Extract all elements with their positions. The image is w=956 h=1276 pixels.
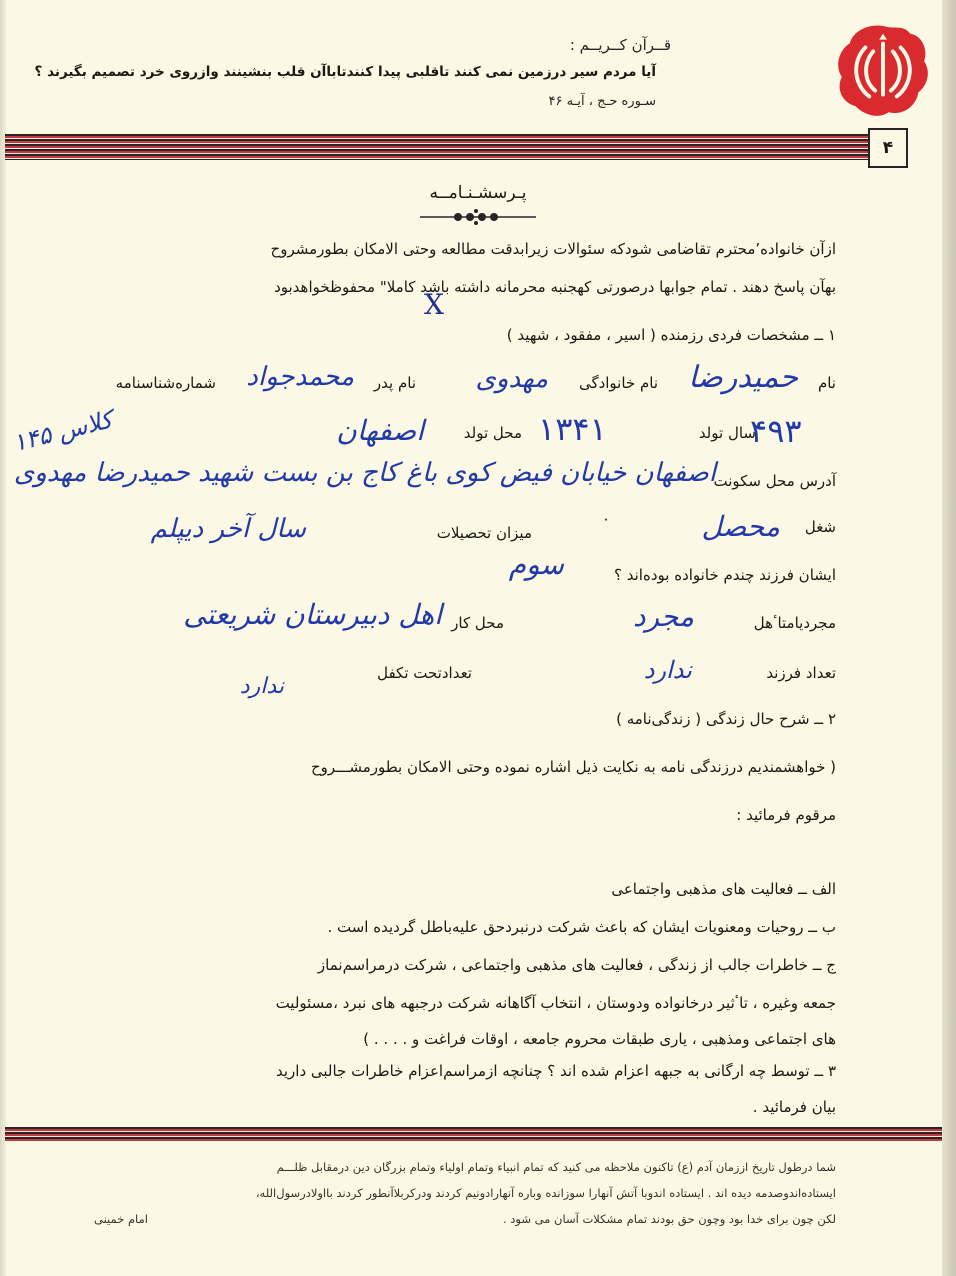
section3-line-1: ۳ ــ توسط چه ارگانی به جبهه اعزام شده اند ؟ چنانچه ازمراسم‌اعزام خاطرات جالبی‌ داريد	[275, 1062, 836, 1080]
workplace-value: اهل دبیرستان شریعتی	[183, 598, 442, 631]
header-rule	[5, 134, 870, 160]
dependents-label: تعدادتحت تکفل	[377, 664, 472, 682]
address-extra-note: کلاس ۱۴۵	[10, 405, 116, 458]
birth-year-label: سال تولد	[698, 424, 756, 442]
page-number: ۴	[868, 128, 908, 168]
page-title: پـرسشـنـامــه	[429, 183, 527, 203]
family-name-value: مهدوی	[475, 364, 548, 394]
birth-place-label: محل تولد	[463, 424, 522, 442]
footer-rule	[5, 1127, 942, 1141]
father-name-label: نام پدر	[373, 374, 416, 392]
child-order-value: سوم	[508, 548, 564, 581]
birth-year-value: ۱۳۴۱	[538, 410, 607, 448]
education-dot: ٠	[602, 510, 611, 528]
footer-quote-line-1: شما درطول تاریخ اززمان آدم (ع) تاکنون ملاحظه می کنید که تمام انبیاء وتمام اولیاء وتمام بزرگان دین درمقابل ظلـــم	[276, 1160, 836, 1174]
education-label: میزان تحصیلات	[436, 524, 532, 542]
footer-quote-line-2: ایستاده‌اندوصدمه دیده اند . ایستاده اندوبا آتش آنهارا سوزانده وباره آنهارادونیم کردند ودرکربلاآنطور کردند بااولادرسول‌الله،	[255, 1186, 836, 1200]
section2-item-c-line-1: ج ــ خاطرات جالب از زندگی ، فعالیت های مذهبی واجتماعی ، شرکت درمراسم‌نماز	[317, 956, 836, 974]
id-number-label: شماره‌شناسنامه	[115, 374, 216, 392]
section2-item-c-line-2: جمعه وغیره ، تاٴثیر درخانواده ودوستان ، انتخاب آگاهانه شرکت درجبهه های نبرد ،مسئولیت	[275, 994, 836, 1012]
marital-status-value: مجرد	[633, 600, 694, 633]
first-name-label: نام	[817, 374, 836, 392]
job-label: شغل	[804, 518, 836, 536]
section2-request-line-2: مرقوم فرمائید :	[736, 806, 836, 824]
section1-heading: ۱ ــ مشخصات فردی رزمنده ( اسیر ، مفقود ، شهید )	[506, 326, 836, 344]
footer-quote-line-3: لکن چون برای خدا بود وچون حق بودند تمام مشکلات آسان می شود .	[502, 1212, 836, 1226]
children-count-value: ندارد	[643, 656, 692, 684]
intro-line-2: بهآن پاسخ دهند . تمام جوابها درصورتی کهجنبه محرمانه داشته باشد کاملا" محفوظخواهدبود	[274, 278, 836, 296]
section3-line-2: بیان فرمائید .	[752, 1098, 836, 1116]
family-name-label: نام خانوادگی	[578, 374, 658, 392]
address-value: اصفهان خیابان فیض کوی باغ کاج بن بست شهید حمیدرضا مهدوی	[13, 458, 716, 488]
education-value: سال آخر دیپلم	[150, 514, 306, 544]
footer-signature: امام خمینی	[94, 1212, 148, 1226]
workplace-label: محل کار	[451, 614, 504, 632]
section2-request-line-1: ( خواهشمندیم درزندگی نامه به نکایت ذیل اشاره نموده وحتی الامکان بطورمشـــروح	[310, 758, 836, 776]
quran-verse: آیا مردم سیر درزمین نمی کنند تاقلبی پیدا کنندتاباآن قلب بنشینند وازروی خرد تصمیم بگیرند ؟	[34, 64, 656, 80]
section2-heading: ۲ ــ شرح حال زندگی ( زندگی‌نامه )	[616, 710, 836, 728]
emblem-icon	[834, 22, 932, 120]
quran-label: قــرآن کــریــم :	[569, 36, 671, 54]
marital-status-label: مجردیامتاٴهل	[753, 614, 836, 632]
address-label: آدرس محل سکونت	[713, 472, 836, 490]
section2-item-b: ب ــ روحیات ومعنویات ایشان که باعث شرکت درنبردحق علیه‌باطل گردیده است .	[327, 918, 836, 936]
birth-place-value: اصفهان	[336, 414, 424, 447]
dependents-value: ندارد	[239, 674, 284, 699]
child-order-label: ایشان فرزند چندم خانواده بوده‌اند ؟	[614, 566, 836, 584]
section2-item-a: الف ــ فعالیت های مذهبی واجتماعی	[611, 880, 836, 898]
quran-reference: سـوره حـج ، آیـه ۴۶	[548, 94, 656, 109]
status-check-mark: X	[424, 288, 444, 321]
father-name-value: محمدجواد	[246, 362, 354, 392]
job-value: محصل	[701, 510, 780, 543]
first-name-value: حمیدرضا	[688, 360, 798, 395]
children-count-label: تعداد فرزند	[766, 664, 836, 682]
intro-line-1: ازآن خانواده٬محترم تقاضامی شودکه سئوالات زیرابدقت مطالعه وحتی الامکان بطورمشروح	[270, 240, 836, 258]
title-ornament-icon	[418, 205, 538, 229]
section2-item-c-line-3: های اجتماعی ومذهبی ، یاری طبقات محروم جامعه ، اوقات فراغت و . . . . )	[363, 1030, 836, 1048]
id-number-value: ۴۹۳	[750, 412, 802, 450]
